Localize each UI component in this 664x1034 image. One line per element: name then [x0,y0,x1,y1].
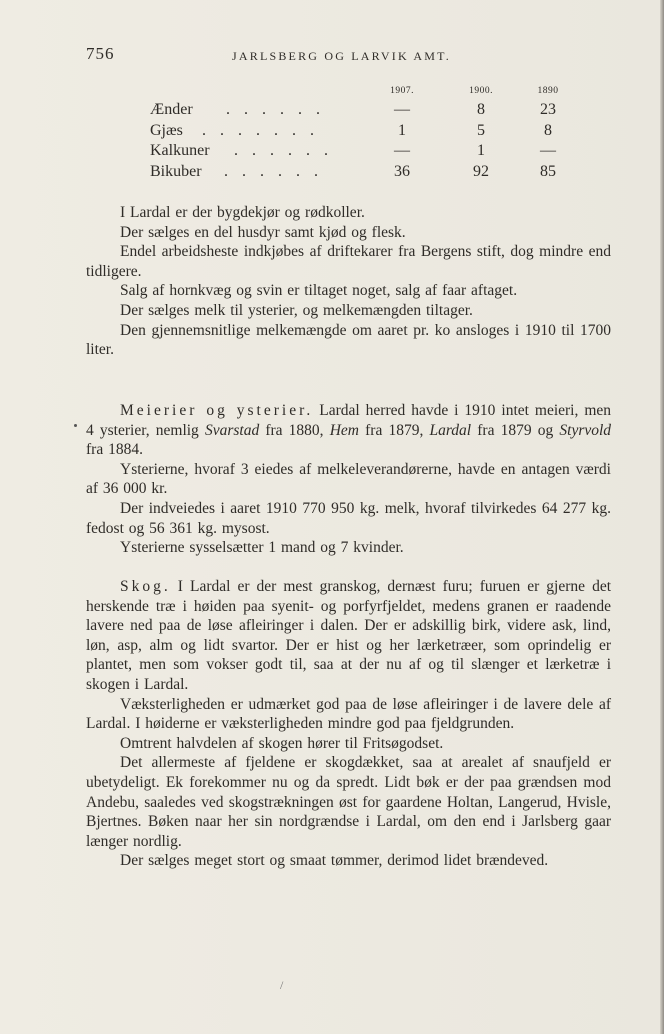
paragraph: Der indveiedes i aaret 1910 770 950 kg. melk, hvoraf tilvirkedes 64 277 kg. fedost og 56 361 kg. mysost. [86,499,611,537]
paragraph: Meierier og ysterier. Lardal herred havde i 1910 intet meieri, men 4 ysterier, nemlig Svarstad fra 1880, Hem fra 1879, Lardal fra 1879 og Styrvold fra 1884. [86,402,612,459]
cell: 85 [540,162,556,180]
pencil-mark: / [280,978,284,992]
table-row [150,162,590,183]
place-name: Lardal [429,421,472,439]
paragraph: Væksterligheden er udmærket god paa de løse afleiringer i de lavere dele af Lardal. I høiderne er væksterligheden mindre god paa fjeldgrunden. [86,695,611,733]
section-forest [86,577,611,871]
table-header [150,86,590,100]
paragraph: Salg af hornkvæg og svin er tiltaget noget, salg af faar aftaget. [120,282,518,300]
leader-dots: . . . . . . [234,142,333,159]
year-header: 1907. [390,86,414,96]
table-row [150,141,590,162]
livestock-table [150,86,590,182]
cell: 1 [477,142,485,159]
paragraph: Der sælges melk til ysterier, og melkemængden tiltager. [120,301,473,319]
leader-dots: . . . . . . [224,162,323,180]
cell: 23 [540,101,556,118]
cell: — [394,101,410,118]
table-row [150,121,590,142]
paragraph: Der sælges meget stort og smaat tømmer, derimod lidet brændeved. [120,852,549,870]
section-heading: Skog. [120,578,171,595]
section-dairies [86,401,611,558]
paragraph: Det allermeste af fjeldene er skogdækket, saa at arealet af snaufjeld er ubetydeligt. Ek forekommer nu og da spredt. Lidt bøk er der paa grændsen mod Andebu, saaledes ved skogstrækningen øst for gaardene Holtan, Langerud, Hvisle, Bjertnes. Bøken naar her sin nordgrændse i Lardal, om den end i Jarlsberg gaar længer nordlig. [86,754,611,850]
paragraph: Den gjennemsnitlige melkemængde om aaret pr. ko ansloges i 1910 til 1700 liter. [86,321,611,359]
cell: — [540,142,556,159]
margin-mark [74,424,77,427]
paragraph: Omtrent halvdelen af skogen hører til Fritsøgodset. [120,734,444,752]
year-header: 1900. [469,86,493,96]
section-livestock-trade [86,203,611,360]
cell: — [394,142,410,159]
paragraph: Skog. I Lardal er der mest granskog, dernæst furu; furuen er gjerne det herskende træ i høiden paa syenit- og porfyrfjeldet, medens granen er raadende lavere ned paa de løse afleiringer i dalen. Der er adskillig birk, videre ask, lind, løn, asp, alm og lidt svartor. Der er hist og her lærketræer, som oprindelig er plantet, men som vokser godt til, saa at der nu af og til slænger et lærketræ i skogen i Lardal. [86,578,611,693]
place-name: Styrvold [559,421,612,439]
row-label: Bikuber [150,162,202,180]
year-header: 1890 [537,86,559,96]
row-label: Gjæs [150,121,183,139]
paragraph: I Lardal er der bygdekjør og rødkoller. [120,204,365,221]
running-head: JARLSBERG OG LARVIK AMT. [232,49,451,63]
paragraph: Endel arbeidsheste indkjøbes af driftekarer fra Bergens stift, dog mindre end tidligere. [86,243,611,280]
paragraph: Ysterierne sysselsætter 1 mand og 7 kvinder. [120,539,404,557]
paragraph: Ysterierne, hvoraf 3 eiedes af melkeleverandørerne, havde en antagen værdi af 36 000 kr. [86,460,611,498]
row-label: Ænder [150,101,193,118]
leader-dots: . . . . . . . [202,121,319,139]
section-heading: Meierier og ysterier. [120,402,314,419]
cell: 1 [398,121,406,139]
cell: 36 [394,162,410,180]
leader-dots: . . . . . . [226,101,325,118]
place-name: Svarstad [204,421,260,439]
table-row [150,100,590,121]
place-name: Hem [329,421,359,439]
cell: 8 [477,101,485,118]
row-label: Kalkuner [150,142,210,159]
page-edge [660,0,664,1034]
paragraph: Der sælges en del husdyr samt kjød og flesk. [120,223,406,241]
cell: 8 [544,121,552,139]
page-number: 756 [86,44,115,63]
cell: 5 [477,121,485,139]
cell: 92 [473,162,489,180]
